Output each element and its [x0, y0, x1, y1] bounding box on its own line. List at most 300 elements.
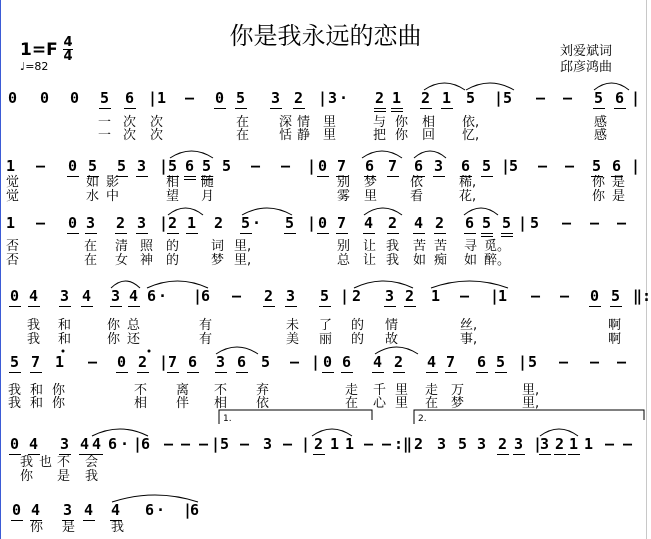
note: 3	[271, 89, 281, 107]
lyric-syllable: 我	[85, 469, 99, 484]
note: 0	[10, 435, 20, 453]
beam-underline	[184, 179, 196, 180]
lyric-syllable: 让	[363, 239, 377, 254]
note: –	[538, 157, 548, 175]
note: 3	[137, 214, 147, 232]
lyric-syllable: 的	[351, 332, 365, 347]
lyric-syllable: 是	[612, 175, 626, 190]
song-title: 你是我永远的恋曲	[229, 22, 422, 50]
beam-underline	[441, 108, 453, 109]
beam-underline	[99, 108, 111, 109]
note: 4	[31, 501, 41, 519]
time-signature-top: 4	[63, 35, 73, 50]
note: 5	[220, 435, 230, 453]
beam-underline	[263, 306, 275, 307]
lyric-syllable: 伴	[176, 396, 190, 411]
lyric-syllable: 我	[111, 520, 125, 535]
beam-underline	[614, 108, 626, 109]
note: 3	[434, 157, 444, 175]
lyric-syllable: 里,	[234, 239, 252, 254]
barline: |	[211, 435, 221, 453]
lyric-syllable: 相	[422, 115, 436, 130]
note: 5	[482, 214, 492, 232]
lyric-syllable: 清	[115, 239, 129, 254]
lyric-syllable: 醉。	[484, 253, 511, 268]
beam-underline	[167, 372, 179, 373]
note: –	[563, 89, 573, 107]
lyric-syllable: 还	[127, 332, 141, 347]
note: –	[281, 157, 291, 175]
lyric-syllable: 在	[84, 239, 98, 254]
lyric-syllable: 是	[57, 469, 71, 484]
beam-underline	[235, 108, 247, 109]
key-signature: 1=F	[20, 40, 58, 60]
lyric-syllable: 回	[422, 128, 436, 143]
note: 5	[502, 214, 512, 232]
note: 0	[10, 287, 20, 305]
note: 2	[421, 89, 431, 107]
note: 6	[201, 287, 211, 305]
beam-underline	[374, 108, 386, 109]
beam-underline	[30, 372, 42, 373]
note: –	[590, 353, 600, 371]
note: 5	[10, 353, 20, 371]
tempo-mark: ♩=82	[20, 60, 49, 73]
lyric-syllable: 在	[345, 396, 359, 411]
lyric-syllable: 让	[363, 253, 377, 268]
beam-underline	[270, 108, 282, 109]
volta-bracket	[219, 410, 372, 424]
lyric-syllable: 觅。	[484, 239, 511, 254]
lyric-syllable: 水	[86, 189, 100, 204]
volta-label: 1.	[223, 414, 232, 424]
lyric-syllable: 感	[594, 115, 608, 130]
note: 1	[157, 89, 167, 107]
note: –	[605, 435, 615, 453]
note: 6	[465, 214, 475, 232]
note: 7	[388, 157, 398, 175]
lyric-syllable: 稀,	[459, 175, 477, 190]
beam-underline	[433, 176, 445, 177]
lyric-syllable: 里,	[234, 253, 252, 268]
note: 1	[442, 89, 452, 107]
lyric-syllable: 感	[594, 128, 608, 143]
note: 6	[147, 287, 157, 305]
note: 5	[611, 287, 621, 305]
note: 3	[328, 89, 338, 107]
beam-underline	[313, 454, 325, 455]
note: 3	[385, 287, 395, 305]
note: 5	[594, 89, 604, 107]
note: 3	[514, 435, 524, 453]
note: 3	[63, 501, 73, 519]
note: ·	[252, 214, 262, 232]
beam-underline	[341, 372, 353, 373]
lyric-syllable: 你	[592, 175, 606, 190]
lyric-syllable: 总	[127, 318, 141, 333]
lyric-syllable: 我	[386, 239, 400, 254]
note: 6	[145, 501, 155, 519]
lyric-syllable: 离	[176, 383, 190, 398]
note: 0	[40, 89, 50, 107]
lyric-syllable: 别	[337, 239, 351, 254]
note: 6	[342, 353, 352, 371]
lyric-syllable: 次	[150, 128, 164, 143]
note: –	[364, 435, 374, 453]
lyric-syllable: 依,	[462, 115, 480, 130]
note: 6	[414, 157, 424, 175]
beam-underline	[481, 176, 493, 177]
lyric-syllable: 事,	[460, 332, 478, 347]
lyric-syllable: 情	[385, 318, 399, 333]
lyric-syllable: 影	[106, 175, 120, 190]
lyric-syllable: 我	[386, 253, 400, 268]
beam-underline	[214, 108, 226, 109]
lyric-syllable: 啊	[608, 332, 622, 347]
beam-underline	[363, 233, 375, 234]
lyricist-credit: 刘爱斌词	[560, 44, 613, 59]
note: –	[232, 287, 242, 305]
lyric-syllable: 千	[373, 383, 387, 398]
note: 1	[569, 435, 579, 453]
note: 4	[427, 353, 437, 371]
beam-underline	[464, 233, 476, 234]
lyric-syllable: 的	[166, 239, 180, 254]
note: 5	[202, 157, 212, 175]
beam-underline	[317, 176, 329, 177]
note: 6	[477, 353, 487, 371]
lyric-syllable: 里,	[522, 396, 540, 411]
beam-underline	[420, 108, 432, 109]
note: –	[531, 287, 541, 305]
note: ·	[158, 287, 168, 305]
note: 6	[615, 89, 625, 107]
lyric-syllable: 是	[612, 189, 626, 204]
lyric-syllable: 把	[373, 128, 387, 143]
note: 6	[188, 353, 198, 371]
barline: |	[301, 435, 311, 453]
lyric-syllable: 忆,	[462, 128, 480, 143]
beam-underline	[67, 176, 79, 177]
note: 0	[318, 214, 328, 232]
beam-underline	[413, 233, 425, 234]
note: 4	[92, 435, 102, 453]
lyric-syllable: 依	[256, 396, 270, 411]
lyric-syllable: 啊	[608, 318, 622, 333]
note: –	[36, 157, 46, 175]
beam-underline	[9, 372, 21, 373]
note: 7	[337, 157, 347, 175]
barline: |	[307, 157, 317, 175]
beam-underline	[28, 306, 40, 307]
note: 4	[29, 287, 39, 305]
lyric-syllable: 看	[410, 189, 424, 204]
beam-underline	[539, 454, 551, 455]
lyric-syllable: 在	[84, 253, 98, 268]
lyric-syllable: 次	[123, 115, 137, 130]
lyric-syllable: 你	[107, 318, 121, 333]
lyric-syllable: 否	[6, 253, 20, 268]
note: –	[560, 287, 570, 305]
note: 4	[80, 435, 90, 453]
composer-credit: 邱彦鸿曲	[560, 60, 613, 75]
note: 3	[111, 287, 121, 305]
note: 2	[394, 353, 404, 371]
lyric-syllable: 里,	[522, 383, 540, 398]
note: 1	[6, 214, 16, 232]
beam-underline	[387, 233, 399, 234]
beam-underline	[293, 108, 305, 109]
note: –	[382, 435, 392, 453]
lyric-syllable: 寻	[464, 239, 478, 254]
note: 3	[60, 435, 70, 453]
note: 5	[320, 287, 330, 305]
note: 4	[84, 501, 94, 519]
note: 2	[214, 214, 224, 232]
note: 1	[55, 353, 65, 371]
barline: |	[159, 157, 169, 175]
beam-underline	[476, 372, 488, 373]
lyric-syllable: 有	[199, 332, 213, 347]
lyric-syllable: 梦	[211, 253, 225, 268]
note: 6	[461, 157, 471, 175]
note: 5	[241, 214, 251, 232]
note: 0	[590, 287, 600, 305]
lyric-syllable: 觉	[6, 175, 20, 190]
beam-underline	[83, 520, 95, 521]
beam-underline	[391, 108, 403, 109]
note: 6	[185, 157, 195, 175]
barline: |	[533, 435, 543, 453]
lyric-syllable: 花,	[459, 189, 477, 204]
note: 5	[496, 353, 506, 371]
note: –	[617, 214, 627, 232]
beam-underline	[393, 372, 405, 373]
selection-frame-left	[0, 0, 1, 539]
note: 4	[82, 287, 92, 305]
barline: |	[193, 287, 203, 305]
beam-underline	[497, 454, 509, 455]
note: 1	[187, 214, 197, 232]
lyric-syllable: 女	[115, 253, 129, 268]
note: 4	[373, 353, 383, 371]
beam-underline	[554, 454, 566, 455]
lyric-syllable: 否	[6, 239, 20, 254]
beam-underline	[445, 372, 457, 373]
note: 5	[466, 89, 476, 107]
lyric-syllable: 里	[395, 383, 409, 398]
note: 2	[555, 435, 565, 453]
note: –	[240, 435, 250, 453]
note: 2	[498, 435, 508, 453]
beam-underline	[128, 306, 140, 307]
lyric-syllable: 中	[106, 189, 120, 204]
time-signature	[63, 36, 73, 63]
note: 2	[116, 214, 126, 232]
lyric-syllable: 里	[395, 396, 409, 411]
beam-underline	[319, 306, 331, 307]
beam-underline	[124, 108, 136, 109]
beam-underline	[284, 233, 296, 234]
lyric-syllable: 万	[451, 383, 465, 398]
lyric-syllable: 静	[297, 128, 311, 143]
note: –	[623, 435, 633, 453]
beam-underline	[501, 236, 513, 237]
note: 5	[503, 89, 513, 107]
note: –	[559, 353, 569, 371]
note: 4	[414, 214, 424, 232]
beam-underline	[67, 233, 79, 234]
barline: |	[159, 353, 169, 371]
lyric-syllable: 相	[134, 396, 148, 411]
note: 5	[100, 89, 110, 107]
lyric-syllable: 相	[214, 396, 228, 411]
note: –	[36, 214, 46, 232]
note: 2	[405, 287, 415, 305]
beam-underline	[81, 306, 93, 307]
lyric-syllable: 次	[123, 128, 137, 143]
note: 3	[286, 287, 296, 305]
note: –	[536, 89, 546, 107]
lyric-syllable: 觉	[6, 189, 20, 204]
beam-underline	[336, 233, 348, 234]
beam-underline	[513, 454, 525, 455]
barline: |	[501, 157, 511, 175]
lyric-syllable: 的	[351, 318, 365, 333]
lyric-syllable: 不	[214, 383, 228, 398]
lyric-syllable: 不	[134, 383, 148, 398]
note: 2	[375, 89, 385, 107]
beam-underline	[236, 372, 248, 373]
note: –	[181, 435, 191, 453]
note: 3	[540, 435, 550, 453]
lyric-syllable: 望	[166, 189, 180, 204]
barline: |	[490, 287, 500, 305]
note: 5	[458, 435, 468, 453]
note: 0	[117, 353, 127, 371]
barline: ‖:	[633, 287, 651, 305]
beam-underline	[215, 372, 227, 373]
note: 5	[236, 89, 246, 107]
note: 0	[70, 89, 80, 107]
barline: |	[148, 89, 158, 107]
lyric-syllable: 神	[140, 253, 154, 268]
lyric-syllable: 我	[8, 383, 22, 398]
note: 4	[129, 287, 139, 305]
note: 7	[337, 214, 347, 232]
beam-underline	[317, 233, 329, 234]
lyric-syllable: 弃	[256, 383, 270, 398]
note: 3	[137, 157, 147, 175]
note: 4	[111, 501, 121, 519]
beam-underline	[137, 372, 149, 373]
lyric-syllable: 苦	[413, 239, 427, 254]
note: 2	[314, 435, 324, 453]
lyric-syllable: 一	[98, 128, 112, 143]
lyric-syllable: 苦	[434, 239, 448, 254]
note: 1	[392, 89, 402, 107]
note: 3	[216, 353, 226, 371]
note: 4	[364, 214, 374, 232]
lyric-syllable: 未	[286, 318, 300, 333]
lyric-syllable: 会	[85, 455, 99, 470]
lyric-syllable: 了	[319, 318, 333, 333]
note: 1	[330, 435, 340, 453]
beam-underline	[372, 372, 384, 373]
lyric-syllable: 如	[86, 175, 100, 190]
beam-underline	[285, 306, 297, 307]
lyric-syllable: 里	[323, 128, 337, 143]
lyric-syllable: 次	[150, 115, 164, 130]
lyric-syllable: 里	[323, 115, 337, 130]
page-edge-right	[646, 0, 647, 539]
beam-underline	[481, 236, 493, 237]
beam-underline	[387, 176, 399, 177]
note: 7	[31, 353, 41, 371]
note: –	[185, 89, 195, 107]
note: ·	[339, 89, 349, 107]
lyric-syllable: 丝,	[460, 318, 478, 333]
lyric-syllable: 痴	[434, 253, 448, 268]
lyric-syllable: 在	[425, 396, 439, 411]
notation-line	[0, 88, 651, 112]
note: –	[251, 157, 261, 175]
beam-underline	[184, 176, 196, 177]
note: –	[562, 214, 572, 232]
beam-underline	[426, 372, 438, 373]
lyric-syllable: 心	[373, 396, 387, 411]
note: –	[565, 157, 575, 175]
barline: |	[318, 89, 328, 107]
beam-underline	[11, 520, 23, 521]
beam-underline	[116, 372, 128, 373]
note: –	[164, 435, 174, 453]
beam-underline	[186, 233, 198, 234]
beam-underline	[240, 233, 252, 234]
lyric-syllable: 有	[199, 318, 213, 333]
notation-line	[0, 286, 651, 310]
note: 3	[477, 435, 487, 453]
barline: |	[340, 287, 350, 305]
time-signature-bottom: 4	[63, 49, 73, 64]
beam-underline	[115, 233, 127, 234]
lyric-syllable: 丽	[319, 332, 333, 347]
note: 6	[612, 157, 622, 175]
note: 5	[222, 157, 232, 175]
lyric-syllable: 美	[286, 332, 300, 347]
lyric-syllable: 梦	[364, 175, 378, 190]
beam-underline	[495, 372, 507, 373]
beam-underline	[9, 306, 21, 307]
lyric-syllable: 你	[107, 332, 121, 347]
beam-underline	[501, 233, 513, 234]
beam-underline	[136, 176, 148, 177]
note: 2	[414, 435, 424, 453]
note: 2	[264, 287, 274, 305]
lyric-syllable: 你	[20, 469, 34, 484]
beam-underline	[374, 111, 386, 112]
lyric-syllable: 不	[57, 455, 71, 470]
lyric-syllable: 和	[30, 383, 44, 398]
volta-bracket	[414, 410, 644, 424]
note: –	[617, 353, 627, 371]
note: 4	[29, 435, 39, 453]
lyric-syllable: 你	[395, 115, 409, 130]
notation-line	[0, 500, 651, 524]
note: 1	[6, 157, 16, 175]
note: ·	[156, 501, 166, 519]
beam-underline	[136, 233, 148, 234]
